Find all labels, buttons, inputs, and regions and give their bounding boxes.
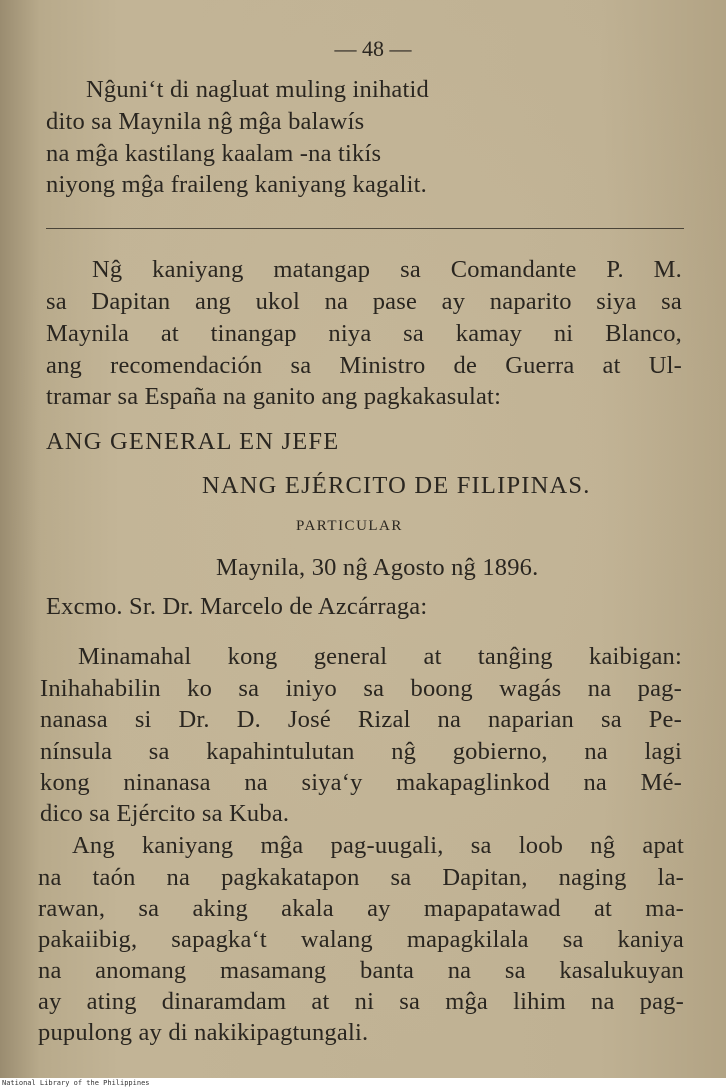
text-line: pupulong ay di nakikipagtungali. <box>38 1019 369 1046</box>
library-credit: National Library of the Philippines <box>0 1078 726 1088</box>
text-line: sa Dapitan ang ukol na pase ay naparito siya sa <box>46 288 682 315</box>
text-line: kong ninanasa na siya‘y makapaglinkod na Mé- <box>40 769 682 796</box>
verse-line: niyong mĝa fraileng kaniyang kagalit. <box>46 171 427 198</box>
text-line: Inihahabilin ko sa iniyo sa boong wagás na pag- <box>40 675 682 702</box>
text-line: Ang kaniyang mĝa pag-uugali, sa loob nĝ apat <box>72 832 684 859</box>
text-line: pakaiibig, sapagka‘t walang mapagkilala sa kaniya <box>38 926 684 953</box>
text-line: na taón na pagkakatapon sa Dapitan, naging la- <box>38 864 684 891</box>
addressee: Excmo. Sr. Dr. Marcelo de Azcárraga: <box>46 593 428 620</box>
page-number: — 48 — <box>334 36 412 61</box>
verse-line: Nĝuni‘t di nagluat muling inihatid <box>86 76 429 103</box>
text-line: ang recomendación sa Ministro de Guerra at Ul- <box>46 352 682 379</box>
text-line: nanasa si Dr. D. José Rizal na naparian sa Pe- <box>40 706 682 733</box>
verse-line: na mĝa kastilang kaalam -na tikís <box>46 140 382 167</box>
text-line: Maynila at tinangap niya sa kamay ni Blanco, <box>46 320 682 347</box>
letter-heading: ANG GENERAL EN JEFE <box>46 428 340 455</box>
text-line: nínsula sa kapahintulutan nĝ gobierno, na lagi <box>40 738 682 765</box>
text-line: ay ating dinaramdam at ni sa mĝa lihim na pag- <box>38 988 684 1015</box>
letter-heading: NANG EJÉRCITO DE FILIPINAS. <box>202 472 591 499</box>
text-line: tramar sa España na ganito ang pagkakasulat: <box>46 383 502 410</box>
text-line: dico sa Ejército sa Kuba. <box>40 800 290 827</box>
verse-line: dito sa Maynila nĝ mĝa balawís <box>46 108 365 135</box>
particular-label: PARTICULAR <box>296 518 403 534</box>
text-line: na anomang masamang banta na sa kasalukuyan <box>38 957 684 984</box>
date-line: Maynila, 30 nĝ Agosto nĝ 1896. <box>216 554 539 581</box>
section-divider <box>46 228 684 229</box>
text-line: Minamahal kong general at tanĝing kaibigan: <box>78 643 682 670</box>
text-line: Nĝ kaniyang matangap sa Comandante P. M. <box>92 256 682 283</box>
text-line: rawan, sa aking akala ay mapapatawad at ma- <box>38 895 684 922</box>
